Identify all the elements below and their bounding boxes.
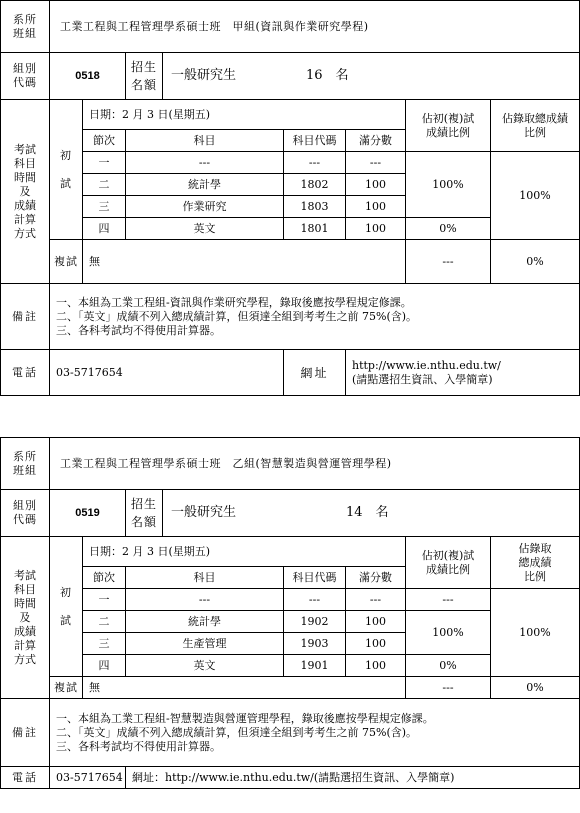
second-exam-value: 無 (83, 677, 406, 699)
first-exam-ratio-row1: --- (406, 589, 491, 611)
table-row: 二 統計學 1902 100 100% (1, 611, 580, 633)
notes-label: 備註 (1, 284, 50, 350)
student-category: 一般研究生 (171, 505, 237, 520)
quota-count: 16 名 (306, 68, 349, 83)
second-exam-total: 0% (491, 677, 580, 699)
total-ratio-header: 佔錄取總成績 比例 (491, 100, 580, 152)
first-exam-ratio-main: 100% (406, 152, 491, 218)
total-ratio-first: 100% (491, 589, 580, 677)
total-ratio-header: 佔錄取 總成績 比例 (491, 537, 580, 589)
notes-content: 一、本組為工業工程組-智慧製造與營運管理學程，錄取後應按學程規定修課。 二、「英文」成績不列入總成績計算，但須達全組到考考生之前 75%(含)。 三、各科考試均不得使用計算器。 (50, 699, 580, 767)
quota-cell (126, 490, 580, 537)
program-title: 工業工程與工程管理學系碩士班 甲組(資訊與作業研究學程) (50, 1, 580, 53)
first-exam-label: 初 試 (50, 100, 83, 240)
english-ratio: 0% (406, 218, 491, 240)
total-ratio-first: 100% (491, 152, 580, 240)
table-row: 四 英文 1901 100 0% (1, 655, 580, 677)
table-row: 四 英文 1801 100 0% (1, 218, 580, 240)
phone-value: 03-5717654 (50, 350, 284, 396)
program-title: 工業工程與工程管理學系碩士班 乙組(智慧製造與營運管理學程) (50, 438, 580, 490)
exam-method-label: 考試 科目 時間 及 成績 計算 方式 (1, 537, 50, 699)
website-link[interactable]: 網址：http://www.ie.nthu.edu.tw/(請點選招生資訊、入學簡章) (126, 767, 580, 789)
quota-count: 14 名 (346, 505, 389, 520)
notes-content: 一、本組為工業工程組-資訊與作業研究學程，錄取後應按學程規定修課。 二、「英文」成績不列入總成績計算，但須達全組到考考生之前 75%(含)。 三、各科考試均不得使用計算器。 (50, 284, 580, 350)
quota-value (163, 53, 579, 99)
quota-label: 招生 名額 (126, 53, 163, 99)
notes-label: 備註 (1, 699, 50, 767)
quota-label: 招生 名額 (126, 490, 163, 536)
quota-value (163, 490, 579, 536)
subject-code-header: 科目代碼 (284, 567, 346, 589)
phone-value: 03-5717654 (50, 767, 126, 789)
subject-code-header: 科目代碼 (284, 130, 346, 152)
first-exam-label: 初 試 (50, 537, 83, 677)
session-header: 節次 (83, 130, 126, 152)
quota-cell (126, 53, 580, 100)
phone-label: 電話 (1, 350, 50, 396)
student-category: 一般研究生 (171, 68, 237, 83)
first-exam-ratio-main: 100% (406, 611, 491, 655)
website-label: 網址 (284, 350, 346, 396)
group-code: 0518 (50, 53, 126, 100)
table-row: 三 生產管理 1903 100 (1, 633, 580, 655)
session-header: 節次 (83, 567, 126, 589)
full-score-header: 滿分數 (346, 130, 406, 152)
website-link[interactable]: http://www.ie.nthu.edu.tw/ (請點選招生資訊、入學簡章) (346, 350, 580, 396)
subject-header: 科目 (126, 130, 284, 152)
admission-table-group-a (0, 0, 580, 396)
second-exam-ratio: --- (406, 240, 491, 284)
second-exam-total: 0% (491, 240, 580, 284)
second-exam-label: 複試 (50, 240, 83, 284)
group-code-label: 組別 代碼 (1, 490, 50, 537)
dept-label: 系所 班組 (1, 438, 50, 490)
exam-method-label: 考試 科目 時間 及 成績 計算 方式 (1, 100, 50, 284)
exam-date: 日期：2 月 3 日(星期五) (83, 100, 406, 130)
exam-date: 日期：2 月 3 日(星期五) (83, 537, 406, 567)
group-code: 0519 (50, 490, 126, 537)
english-ratio: 0% (406, 655, 491, 677)
first-exam-ratio-header: 佔初(複)試 成績比例 (406, 537, 491, 589)
full-score-header: 滿分數 (346, 567, 406, 589)
dept-label: 系所 班組 (1, 1, 50, 53)
subject-header: 科目 (126, 567, 284, 589)
table-row: 一 --- --- --- --- 100% (1, 589, 580, 611)
table-row: 一 --- --- --- 100% 100% (1, 152, 580, 174)
second-exam-value: 無 (83, 240, 406, 284)
first-exam-ratio-header: 佔初(複)試 成績比例 (406, 100, 491, 152)
phone-label: 電話 (1, 767, 50, 789)
admission-table-group-b (0, 437, 580, 789)
second-exam-label: 複試 (50, 677, 83, 699)
table-row: 三 作業研究 1803 100 (1, 196, 580, 218)
table-row: 二 統計學 1802 100 (1, 174, 580, 196)
second-exam-ratio: --- (406, 677, 491, 699)
group-code-label: 組別 代碼 (1, 53, 50, 100)
